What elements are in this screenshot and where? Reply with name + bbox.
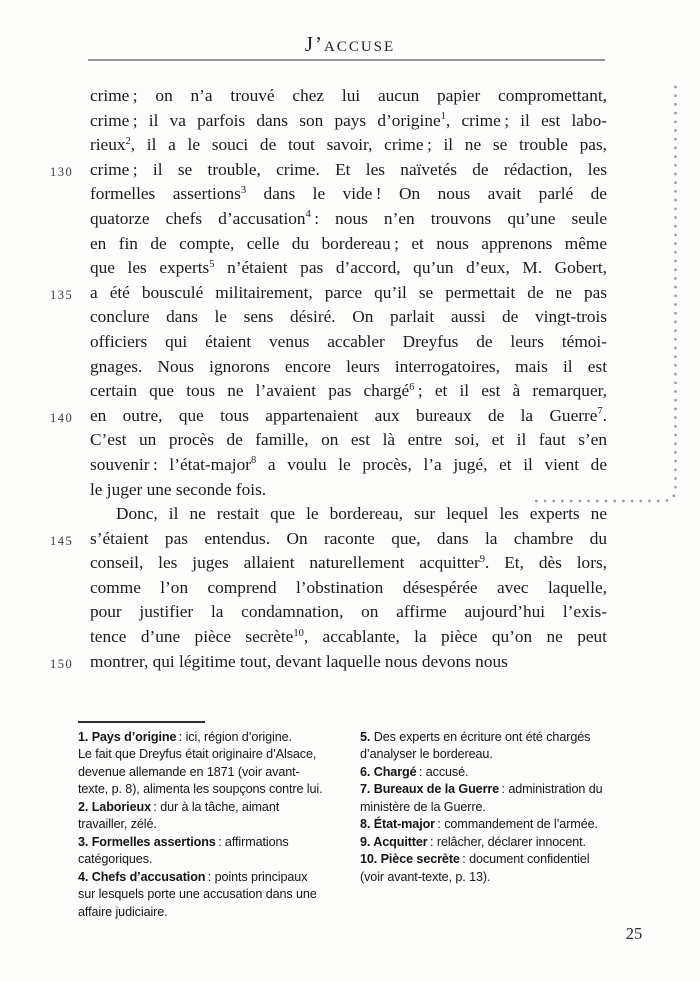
footnote-ref: 2: [125, 135, 131, 147]
text-line: le juger une seconde fois.: [90, 479, 267, 499]
footnote-term: 3. Formelles assertions: [78, 834, 216, 849]
footnote-line: [78, 834, 358, 851]
line-number: 140: [50, 411, 74, 426]
footnote-ref: 10: [293, 627, 304, 639]
text-line: 135 a été bousculé militairement, parce qu’il se permettait de ne pas: [90, 281, 607, 306]
text-line: souvenir : l’état-major$^8$ a voulu le procès, l’a jugé, et il vient de: [90, 454, 607, 474]
footnote-line: [360, 799, 660, 816]
footnote-term: 5.: [360, 730, 371, 744]
footnote-ref: 4: [305, 209, 311, 221]
footnote-text: : document confidentiel: [459, 852, 590, 867]
footnote-line: [78, 869, 358, 886]
footnote-term: 4. Chefs d’accusation: [78, 869, 206, 884]
footnote-line: [78, 799, 358, 816]
footnote-ref: 6: [409, 381, 415, 393]
footnote-term: 1. Pays d’origine: [78, 730, 177, 744]
footnote-line: [78, 851, 358, 868]
footnote-line: [78, 764, 358, 781]
footnote-text: : points principaux: [205, 869, 308, 884]
footnote-text: devenue allemande en 1871 (voir avant-: [78, 764, 300, 779]
footnote-term: 7. Bureaux de la Guerre: [360, 782, 500, 797]
footnote-text: : ici, région d’origine.: [176, 730, 292, 744]
footnotes-right-column: [360, 729, 660, 886]
footnote-text: travailler, zélé.: [78, 817, 157, 832]
footnote-line: [78, 781, 358, 798]
footnote-text: : accusé.: [416, 764, 469, 779]
text-line: crime ; il va parfois dans son pays d’origine$^1$, crime ; il est labo-: [90, 110, 607, 130]
footnote-text: catégoriques.: [78, 852, 153, 867]
footnote-term: 8. État-major: [360, 817, 435, 832]
footnote-separator-rule: [78, 721, 205, 723]
line-number: 130: [50, 165, 74, 180]
text-line: tence d’une pièce secrète$^{10}$, accablante, la pièce qu’on ne peut: [90, 627, 607, 647]
line-number: 145: [50, 534, 74, 549]
footnote-text: : commandement de l’armée.: [434, 817, 598, 832]
text-line: officiers qui étaient venus accabler Dreyfus de leurs témoi-: [90, 331, 607, 351]
footnote-text: d’analyser le bordereau.: [360, 747, 493, 762]
footnote-text: texte, p. 8), alimenta les soupçons contre lui.: [78, 782, 323, 797]
footnote-line: [78, 904, 358, 921]
footnote-term: 2. Laborieux: [78, 799, 151, 814]
text-line: formelles assertions$^3$ dans le vide ! On nous avait parlé de: [90, 184, 607, 204]
page-number: 25: [625, 924, 643, 943]
footnote-line: [78, 886, 358, 903]
footnote-line: [360, 834, 660, 851]
footnote-ref: 1: [440, 111, 446, 123]
text-line: comme l’on comprend l’obstination désespérée avec laquelle,: [90, 577, 607, 597]
footnote-text: Le fait que Dreyfus était originaire d’Alsace,: [78, 747, 317, 762]
footnote-line: [78, 746, 358, 763]
text-line: Donc, il ne restait que le bordereau, sur lequel les experts ne: [116, 504, 607, 524]
footnote-text: (voir avant-texte, p. 13).: [360, 869, 491, 884]
text-line: 145 s’étaient pas entendus. On raconte que, dans la chambre du: [90, 527, 607, 552]
footnote-text: ministère de la Guerre.: [360, 799, 486, 814]
text-line: quatorze chefs d’accusation$^4$ : nous n’en trouvons qu’une seule: [90, 208, 607, 228]
footnotes-left-column: [78, 729, 358, 921]
footnote-text: affaire judiciaire.: [78, 904, 168, 919]
line-number: 135: [50, 288, 74, 303]
text-line: 130 crime ; il se trouble, crime. Et les naïvetés de rédaction, les: [90, 158, 607, 183]
footnote-line: [360, 764, 660, 781]
text-line: 150 montrer, qui légitime tout, devant laquelle nous devons nous: [90, 650, 607, 675]
footnote-term: 6. Chargé: [360, 764, 417, 779]
text-line: conseil, les juges allaient naturellement acquitter$^9$. Et, dès lors,: [90, 553, 607, 573]
footnote-term: 9. Acquitter: [360, 834, 428, 849]
text-line: C’est un procès de famille, on est là entre soi, et il faut s’en: [90, 430, 607, 450]
text-line: en fin de compte, celle du bordereau ; et nous apprenons même: [90, 233, 607, 253]
footnote-ref: 8: [251, 455, 257, 467]
main-text-block: [50, 84, 607, 674]
text-line: pour justifier la condamnation, on affirme aujourd’hui l’exis-: [90, 602, 607, 622]
text-line: que les experts$^5$ n’étaient pas d’accord, qu’un d’eux, M. Gobert,: [90, 258, 607, 278]
running-head-title: J’accuse: [304, 32, 396, 56]
footnote-text: : relâcher, déclarer innocent.: [427, 834, 586, 849]
footnote-line: [78, 816, 358, 833]
footnote-line: [360, 729, 660, 746]
text-line: gnages. Nous ignorons encore leurs interrogatoires, mais il est: [90, 356, 607, 376]
footnote-line: [360, 781, 660, 798]
footnote-line: [360, 869, 660, 886]
text-line: certain que tous ne l’avaient pas chargé$^6$ ; et il est à remarquer,: [90, 381, 607, 401]
footnote-ref: 9: [479, 553, 486, 565]
line-number: 150: [50, 657, 74, 672]
footnote-text: : dur à la tâche, aimant: [151, 799, 280, 814]
footnote-text: : administration du: [499, 782, 603, 797]
footnote-ref: 7: [597, 406, 603, 418]
footnote-ref: 5: [209, 258, 215, 270]
text-line: rieux$^2$, il a le souci de tout savoir, crime ; il ne se trouble pas,: [90, 135, 607, 155]
footnote-line: [360, 851, 660, 868]
footnote-text: : affirmations: [215, 834, 289, 849]
text-line: crime ; on n’a trouvé chez lui aucun papier compromettant,: [90, 86, 607, 105]
footnote-term: 10. Pièce secrète: [360, 852, 460, 867]
footnote-line: [360, 816, 660, 833]
text-line: 140 en outre, que tous appartenaient aux bureaux de la Guerre$^7$.: [90, 404, 607, 429]
header-rule: [88, 59, 605, 61]
footnote-line: [78, 729, 358, 746]
text-line: conclure dans le sens désiré. On parlait aussi de vingt-trois: [90, 307, 607, 327]
footnote-text: Des experts en écriture ont été chargés: [370, 730, 591, 744]
footnote-text: sur lesquels porte une accusation dans une: [78, 887, 317, 902]
footnote-line: [360, 746, 660, 763]
footnote-ref: 3: [240, 184, 247, 196]
